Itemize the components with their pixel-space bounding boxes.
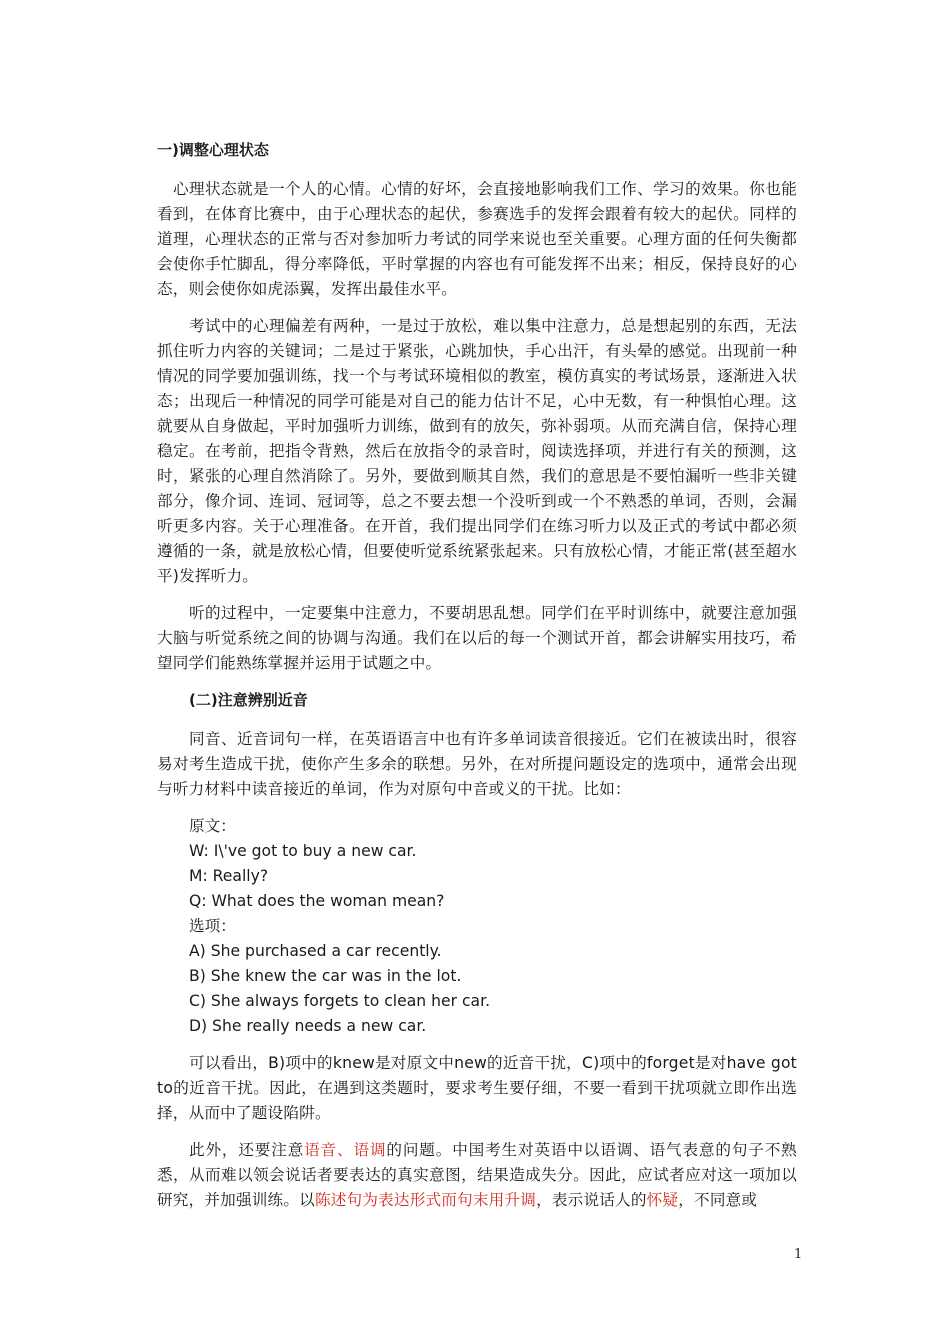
text-run: 此外，还要注意 <box>189 1141 305 1159</box>
example-label-original: 原文： <box>189 817 236 835</box>
example-line: M: Really? <box>189 867 269 885</box>
text-run: ，表示说话人的 <box>536 1191 647 1209</box>
section-heading-2: (二)注意辨别近音 <box>189 691 308 709</box>
document-body <box>157 138 797 1225</box>
option-line: C) She always forgets to clean her car. <box>189 992 491 1010</box>
paragraph: 考试中的心理偏差有两种，一是过于放松，难以集中注意力，总是想起别的东西，无法抓住听力内容的关键词；二是过于紧张，心跳加快，手心出汗，有头晕的感觉。出现前一种情况的同学要加强训练，找一个与考试环境相似的教室，模仿真实的考试场景，逐渐进入状态；出现后一种情况的同学可能是对自己的能力估计不足，心中无数，有一种惧怕心理。这就要从自身做起，平时加强听力训练，做到有的放矢，弥补弱项。从而充满自信，保持心理稳定。在考前，把指令背熟，然后在放指令的录音时，阅读选择项，并进行有关的预测，这时，紧张的心理自然消除了。另外，要做到顺其自然，我们的意思是不要怕漏听一些非关键部分，像介词、连词、冠词等，总之不要去想一个没听到或一个不熟悉的单词，否则，会漏听更多内容。关于心理准备。在开首，我们提出同学们在练习听力以及正式的考试中都必须遵循的一条，就是放松心情，但要使听觉系统紧张起来。只有放松心情，才能正常(甚至超水平)发挥听力。 <box>157 317 797 585</box>
highlighted-text: 陈述句为表达形式而句末用升调 <box>314 1191 537 1209</box>
text-run: 的问题。中国考生对英语中以语调、语气表意的句子不熟悉，从而难以领会说话者要表达的真实意图，结果造成失分。因此，应试者应对这一项加以研究，并加强训练。以 <box>157 1141 797 1209</box>
paragraph: 同音、近音词句一样，在英语语言中也有许多单词读音很接近。它们在被读出时，很容易对考生造成干扰，使你产生多余的联想。另外，在对所提问题设定的选项中，通常会出现与听力材料中读音接近的单词，作为对原句中音或义的干扰。比如： <box>157 730 797 798</box>
example-label-options: 选项： <box>189 917 236 935</box>
section-heading-1: 一)调整心理状态 <box>157 141 269 159</box>
page-number: 1 <box>794 1247 803 1262</box>
option-line: A) She purchased a car recently. <box>189 942 442 960</box>
paragraph: 可以看出，B)项中的knew是对原文中new的近音干扰，C)项中的forget是对have got to的近音干扰。因此，在遇到这类题时，要求考生要仔细，不要一看到干扰项就立即作出选择，从而中了题设陷阱。 <box>157 1054 797 1122</box>
example-block <box>157 814 797 1039</box>
text-run: ，不同意或 <box>678 1191 758 1209</box>
paragraph: 听的过程中，一定要集中注意力，不要胡思乱想。同学们在平时训练中，就要注意加强大脑与听觉系统之间的协调与沟通。我们在以后的每一个测试开首，都会讲解实用技巧，希望同学们能熟练掌握并运用于试题之中。 <box>157 604 797 672</box>
paragraph: 心理状态就是一个人的心情。心情的好坏，会直接地影响我们工作、学习的效果。你也能看到，在体育比赛中，由于心理状态的起伏，参赛选手的发挥会跟着有较大的起伏。同样的道理，心理状态的正常与否对参加听力考试的同学来说也至关重要。心理方面的任何失衡都会使你手忙脚乱，得分率降低，平时掌握的内容也有可能发挥不出来；相反，保持良好的心态，则会使你如虎添翼，发挥出最佳水平。 <box>157 180 797 298</box>
example-line: W: I\'ve got to buy a new car. <box>189 842 417 860</box>
highlighted-text: 语音、语调 <box>304 1141 387 1159</box>
option-line: D) She really needs a new car. <box>189 1017 427 1035</box>
example-line: Q: What does the woman mean? <box>189 892 445 910</box>
highlighted-text: 怀疑 <box>646 1191 679 1209</box>
paragraph-with-highlights <box>157 1138 797 1213</box>
option-line: B) She knew the car was in the lot. <box>189 967 462 985</box>
